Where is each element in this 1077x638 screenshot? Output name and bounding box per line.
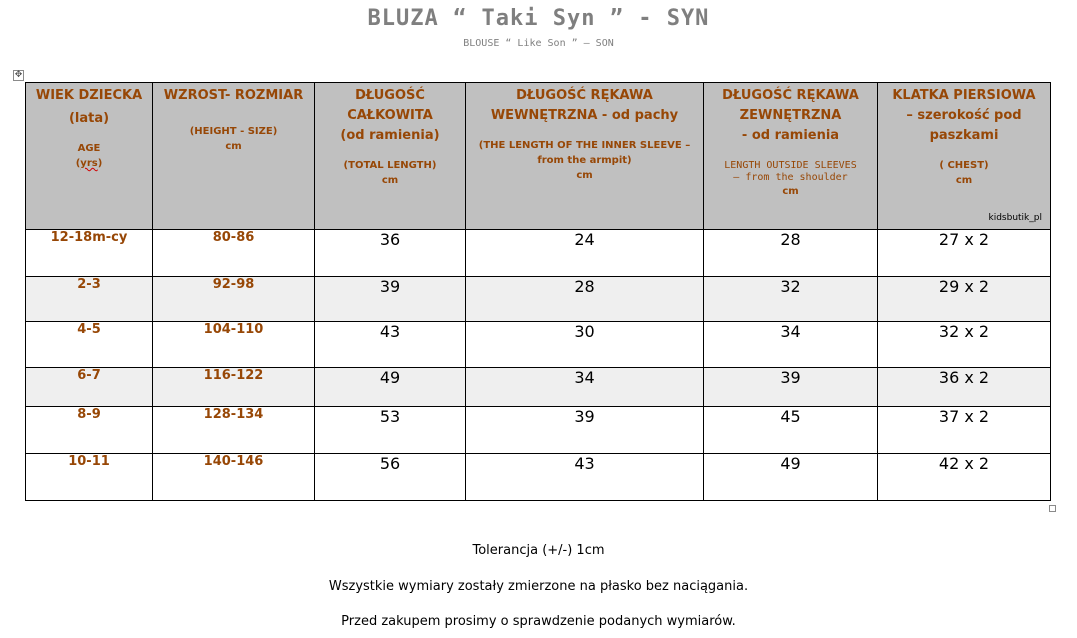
header-age-title: WIEK DZIECKA: [35, 88, 143, 103]
credit-label: kidsbutik_pl: [988, 213, 1042, 223]
cell-total-length: 43: [315, 322, 466, 368]
header-height: [153, 83, 315, 230]
cell-age: 12-18m-cy: [26, 230, 153, 277]
size-table: [25, 82, 1051, 501]
cell-height: 80-86: [153, 230, 315, 277]
cell-outer-sleeve: 45: [704, 407, 878, 454]
cell-age: 6-7: [26, 368, 153, 407]
cell-age: 10-11: [26, 454, 153, 501]
header-inner-en-2: from the armpit): [537, 155, 632, 166]
cell-inner-sleeve: 24: [466, 230, 704, 277]
header-age-en-unit-text: yrs: [80, 158, 98, 169]
cell-total-length: 53: [315, 407, 466, 454]
cell-inner-sleeve: 28: [466, 277, 704, 322]
table-row: [26, 368, 1051, 407]
table-row: [26, 407, 1051, 454]
header-total-unit: cm: [381, 175, 399, 186]
cell-chest: 27 x 2: [878, 230, 1051, 277]
cell-inner-sleeve: 39: [466, 407, 704, 454]
cell-total-length: 39: [315, 277, 466, 322]
measurement-note: Wszystkie wymiary zostały zmierzone na płasko bez naciągania.: [328, 579, 749, 594]
header-chest-en: ( CHEST): [939, 160, 989, 171]
header-total-title-3: (od ramienia): [340, 128, 440, 143]
tolerance-note: Tolerancja (+/-) 1cm: [472, 543, 605, 558]
header-inner-unit: cm: [576, 170, 593, 181]
cell-total-length: 56: [315, 454, 466, 501]
cell-chest: 42 x 2: [878, 454, 1051, 501]
table-row: [26, 230, 1051, 277]
header-inner-sleeve: [466, 83, 704, 230]
cell-age: 2-3: [26, 277, 153, 322]
cell-inner-sleeve: 30: [466, 322, 704, 368]
cell-height: 116-122: [153, 368, 315, 407]
cell-inner-sleeve: 34: [466, 368, 704, 407]
cell-age: 8-9: [26, 407, 153, 454]
cell-age: 4-5: [26, 322, 153, 368]
header-inner-en-1: (THE LENGTH OF THE INNER SLEEVE –: [478, 140, 691, 151]
header-inner-title-1: DŁUGOŚĆ RĘKAWA: [516, 88, 653, 103]
cell-chest: 37 x 2: [878, 407, 1051, 454]
check-note: Przed zakupem prosimy o sprawdzenie podanych wymiarów.: [341, 614, 736, 629]
header-chest-title-2: – szerokość pod: [906, 108, 1022, 123]
table-move-handle-icon[interactable]: ✥: [14, 70, 23, 80]
header-height-unit: cm: [225, 141, 242, 152]
header-age-unit: (lata): [68, 111, 110, 126]
header-total-title-1: DŁUGOŚĆ: [355, 88, 425, 103]
cell-height: 104-110: [153, 322, 315, 368]
header-age: [26, 83, 153, 230]
cell-outer-sleeve: 28: [704, 230, 878, 277]
cell-outer-sleeve: 39: [704, 368, 878, 407]
cell-outer-sleeve: 49: [704, 454, 878, 501]
cell-chest: 36 x 2: [878, 368, 1051, 407]
header-inner-title-2: WEWNĘTRZNA - od pachy: [490, 108, 679, 123]
table-resize-handle[interactable]: [1049, 505, 1056, 512]
page-title: BLUZA “ Taki Syn ” - SYN: [367, 6, 710, 31]
table-header-row: [26, 83, 1051, 230]
header-age-en: AGE: [77, 143, 101, 154]
header-outer-en-2: – from the shoulder: [733, 172, 848, 183]
table-row: [26, 322, 1051, 368]
header-outer-title-1: DŁUGOŚĆ RĘKAWA: [722, 88, 859, 103]
cell-outer-sleeve: 32: [704, 277, 878, 322]
cell-height: 140-146: [153, 454, 315, 501]
header-outer-title-2: ZEWNĘTRZNA: [739, 108, 842, 123]
cell-chest: 32 x 2: [878, 322, 1051, 368]
header-total-en: (TOTAL LENGTH): [343, 160, 437, 171]
header-chest-title-1: KLATKA PIERSIOWA: [892, 88, 1036, 103]
header-height-title: WZROST- ROZMIAR: [163, 88, 304, 103]
header-outer-title-3: - od ramienia: [741, 128, 840, 143]
cell-total-length: 49: [315, 368, 466, 407]
header-chest-title-3: paszkami: [929, 128, 999, 143]
header-chest-unit: cm: [955, 175, 973, 186]
cell-height: 128-134: [153, 407, 315, 454]
page-subtitle: BLOUSE “ Like Son ” – SON: [463, 38, 614, 49]
cell-inner-sleeve: 43: [466, 454, 704, 501]
header-chest: [878, 83, 1051, 230]
header-outer-unit: cm: [782, 186, 799, 197]
table-row: [26, 277, 1051, 322]
header-total-length: [315, 83, 466, 230]
header-outer-sleeve: [704, 83, 878, 230]
header-outer-en-1: LENGTH OUTSIDE SLEEVES: [724, 160, 857, 171]
table-row: [26, 454, 1051, 501]
header-age-en-unit: (yrs): [75, 158, 103, 169]
cell-chest: 29 x 2: [878, 277, 1051, 322]
cell-total-length: 36: [315, 230, 466, 277]
header-total-title-2: CAŁKOWITA: [347, 108, 433, 123]
cell-height: 92-98: [153, 277, 315, 322]
header-height-en: (HEIGHT - SIZE): [189, 126, 278, 137]
cell-outer-sleeve: 34: [704, 322, 878, 368]
